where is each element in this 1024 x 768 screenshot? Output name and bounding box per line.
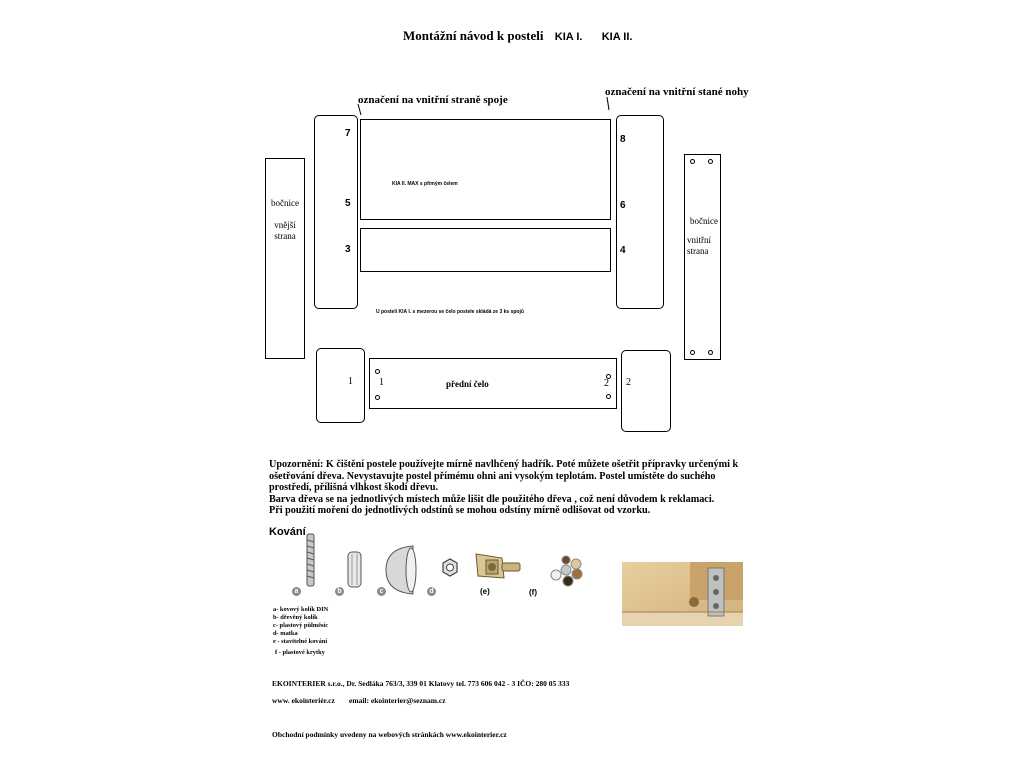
left-side-panel [265, 158, 305, 359]
joint-leader-line [358, 104, 361, 115]
leg-leader-line [607, 97, 609, 110]
legend-item-a: a- kovový kolík DIN [273, 606, 329, 613]
adjustable-fitting-icon [476, 554, 520, 578]
right-panel-hole [690, 350, 695, 355]
left-side-line2: vnější [274, 220, 296, 230]
front-left-block-number: 1 [348, 376, 353, 387]
hardware-mark-a: a [292, 587, 301, 596]
title-main: Montážní návod k posteli [403, 28, 544, 43]
front-board-hole [375, 369, 380, 374]
company-address: EKOINTERIER s.r.o., Dr. Sedláka 763/3, 339 01 Klatovy tel. 773 606 042 - 3 IČO: 280 05 333 [272, 679, 570, 688]
left-side-label [265, 198, 305, 242]
hardware-mark-d: d [427, 587, 436, 596]
front-board-mark-1: 1 [379, 377, 384, 388]
company-email[interactable]: email: ekointerier@seznam.cz [349, 696, 446, 705]
hardware-mark-f: (f) [529, 588, 537, 597]
notice-line-3: Při použití moření do jednotlivých odstínů se mohou odstíny mírně odlišovat od vzorku. [269, 505, 651, 517]
hardware-title: Kování [269, 526, 306, 538]
hardware-illustrations [280, 530, 600, 600]
legend-item-e: e - stavitelné kování [273, 638, 328, 645]
front-right-block-number: 2 [626, 377, 631, 388]
plastic-half-moon-icon [386, 546, 416, 594]
front-board-hole [606, 394, 611, 399]
legend-item-d: d- matka [273, 630, 298, 637]
wooden-dowel-icon [348, 552, 361, 587]
notice-line-1: Upozornění: K čištění postele používejte mírně navlhčený hadřík. Poté můžete ošetřit přípravky určenými k ošetřování dřeva. Nevystavujte postel přímému ohni ani vysokým teplotám. Postel umístěte do suchého prostředí, přílišná vlhkost škodí dřevu. [269, 459, 739, 494]
front-board-hole [375, 395, 380, 400]
front-left-block [316, 348, 365, 423]
left-side-line3: strana [274, 231, 296, 241]
left-side-line1: bočnice [271, 198, 299, 208]
metal-pin-icon [307, 534, 314, 586]
right-side-line3: strana [687, 246, 709, 256]
right-side-line1: bočnice [690, 216, 718, 226]
title-model-1: KIA I. [554, 31, 583, 43]
left-leg-number-7: 7 [345, 128, 351, 139]
company-web[interactable]: www. ekointeriér.cz [272, 696, 335, 705]
right-side-line2: vnitřní [687, 235, 711, 245]
right-panel-hole [690, 159, 695, 164]
legend-item-b: b- dřevěný kolík [273, 614, 318, 621]
lower-rail [360, 228, 611, 272]
hardware-legend [273, 606, 328, 657]
left-leg-number-5: 5 [345, 198, 351, 209]
hardware-mark-b: b [335, 587, 344, 596]
upper-rail [360, 119, 611, 220]
front-board-mark-2: 2 [604, 378, 609, 389]
right-leg-number-4: 4 [620, 245, 626, 256]
front-right-block [621, 350, 671, 432]
right-panel-hole [708, 159, 713, 164]
fitting-photo [622, 562, 743, 626]
right-panel-hole [708, 350, 713, 355]
terms-note: Obchodní podmínky uvedeny na webových stránkách www.ekointerier.cz [272, 730, 507, 739]
title-model-2: KIA II. [601, 31, 633, 43]
right-side-panel [684, 154, 721, 360]
care-notice [269, 459, 749, 517]
leg-marking-label: označení na vnitřní stané nohy [605, 86, 749, 98]
front-board [369, 358, 617, 409]
joint-marking-label: označení na vnitřní straně spoje [358, 94, 508, 106]
hardware-mark-e: (e) [480, 587, 490, 596]
hardware-mark-c: c [377, 587, 386, 596]
right-leg-number-8: 8 [620, 134, 626, 145]
right-side-label [686, 216, 726, 257]
left-leg [314, 115, 358, 309]
right-leg-number-6: 6 [620, 200, 626, 211]
headboard-note: KIA II. MAX s přímým čelem [392, 181, 458, 187]
front-board-label: přední čelo [446, 379, 489, 389]
nut-icon [443, 559, 457, 576]
legend-item-f: f - plastové krytky [275, 649, 325, 656]
spacing-note: U posteli KIA I. s mezerou se čelo postele skládá ze 3 ks spojů [376, 309, 524, 315]
legend-item-c: c- plastový půlměsíc [273, 622, 329, 629]
left-leg-number-3: 3 [345, 244, 351, 255]
notice-line-2: Barva dřeva se na jednotlivých místech může lišit dle použitého dřeva , což není důvodem k reklamaci. [269, 493, 715, 505]
plastic-caps-icon [551, 556, 582, 586]
